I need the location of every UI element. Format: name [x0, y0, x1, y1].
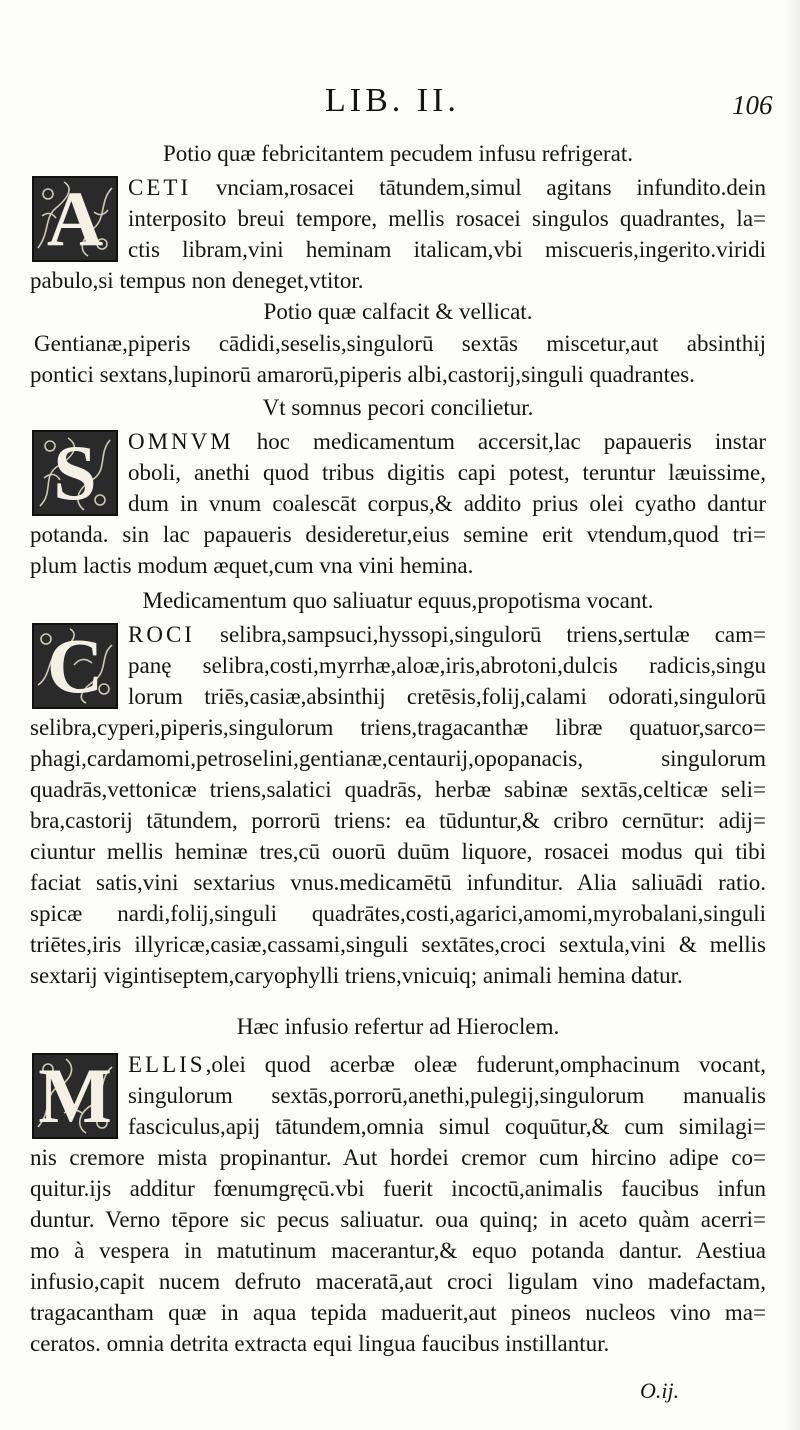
text-line: ELLIS,olei quod acerbæ oleæ fuderunt,omphacinum vocant, — [128, 1052, 766, 1077]
text-line: pabulo,si tempus non deneget,vtitor. — [30, 268, 364, 293]
text-line: OMNVM hoc medicamentum accersit,lac papaueris instar — [128, 429, 766, 454]
text-line: singulorum sextās,porrorū,anethi,pulegij,singulorum manualis — [128, 1083, 766, 1108]
text-line: infusio,capit nucem defruto maceratā,aut croci ligulam vino madefactam, — [30, 1269, 766, 1294]
initial-letter: S — [53, 430, 97, 516]
text-block — [30, 138, 766, 1359]
running-head — [0, 80, 800, 130]
text-line: ctis libram,vini heminam italicam,vbi miscueris,ingerito.viridi — [128, 237, 766, 262]
section-heading: Hæc infusio refertur ad Hieroclem. — [236, 1014, 560, 1039]
paragraph-croci — [30, 619, 766, 991]
text-line: Gentianæ,piperis cādidi,seselis,singulorū sextās miscetur,aut absinthij — [34, 331, 766, 356]
paragraph-gentianae — [30, 328, 766, 390]
text-line: fasciculus,apij tātundem,omnia simul coquūtur,& cum similagi= — [128, 1114, 766, 1139]
text-line: phagi,cardamomi,petroselini,gentianæ,centaurij,opopanacis, singulorum — [30, 746, 766, 771]
section-heading: Medicamentum quo saliuatur equus,propotisma vocant. — [142, 588, 654, 613]
text-line: interposito breui tempore, mellis rosacei singulos quadrantes, la= — [128, 206, 766, 231]
decorated-initial-c — [32, 623, 118, 709]
text-line: lorum triēs,casiæ,absinthij cretēsis,folij,calami odorati,singulorū — [128, 684, 766, 709]
section-heading: Potio quæ calfacit & vellicat. — [263, 299, 533, 324]
initial-letter: M — [38, 1053, 112, 1139]
text-line: selibra,cyperi,piperis,singulorum triens,tragacanthæ libræ quatuor,sarco= — [30, 715, 766, 740]
text-line: ROCI selibra,sampsuci,hyssopi,singulorū triens,sertulæ cam= — [128, 622, 766, 647]
lead-word: ROCI — [128, 622, 195, 647]
lead-word: OMNVM — [128, 429, 234, 454]
text-line: triētes,iris illyricæ,casiæ,cassami,singuli sextātes,croci sextula,vini & mellis — [30, 932, 766, 957]
text-line: potanda. sin lac papaueris desideretur,eius semine erit vtendum,quod tri= — [30, 522, 766, 547]
decorated-initial-m — [32, 1053, 118, 1139]
initial-letter: C — [46, 623, 104, 709]
text-line: pontici sextans,lupinorū amarorū,piperis albi,castorij,singuli quadrantes. — [30, 362, 695, 387]
text-line: ceratos. omnia detrita extracta equi lingua faucibus instillantur. — [30, 1331, 610, 1356]
text-line: dum in vnum coalescāt corpus,& addito prius olei cyatho dantur — [128, 491, 766, 516]
text-line: tragacantham quæ in aqua tepida maduerit,aut pineos nucleos vino ma= — [30, 1300, 766, 1325]
lead-word: CETI — [128, 175, 192, 200]
paragraph-aceti — [30, 172, 766, 296]
text-line: ciuntur mellis heminæ tres,cū ouorū duūm liquore, rosacei modus qui tibi — [30, 839, 766, 864]
book-label: LIB. II. — [325, 82, 460, 119]
text-line: quadrās,vettonicæ triens,salatici quadrās, herbæ sabinæ sextās,celticæ seli= — [30, 777, 766, 802]
lead-word: ELLIS — [128, 1052, 206, 1077]
text-line: sextarij vigintiseptem,caryophylli triens,vnicuiq; animali hemina datur. — [30, 963, 683, 988]
text-line: duntur. Verno tēpore sic pecus saliuatur. oua quinq; in aceto quàm acerri= — [30, 1207, 766, 1232]
text-line: plum lactis modum æquet,cum vna vini hemina. — [30, 553, 474, 578]
section-heading: Vt somnus pecori concilietur. — [262, 395, 534, 420]
text-line: CETI vnciam,rosacei tātundem,simul agitans infundito.dein — [128, 175, 766, 200]
text-line: spicæ nardi,folij,singuli quadrātes,costi,agarici,amomi,myrobalani,singuli — [30, 901, 766, 926]
text-line: bra,castorij tātundem, porrorū triens: ea tūduntur,& cribro cernūtur: adij= — [30, 808, 766, 833]
initial-letter: A — [46, 176, 104, 262]
text-line: faciat satis,vini sextarius vnus.medicamētū infunditur. Alia saliuādi ratio. — [30, 870, 766, 895]
page-number: 106 — [732, 90, 773, 120]
text-line: oboli, anethi quod tribus digitis capi potest, teruntur læuissime, — [128, 460, 766, 485]
text-line: mo à vespera in matutinum macerantur,& equo potanda dantur. Aestiua — [30, 1238, 766, 1263]
page-edge-shadow — [782, 0, 800, 1430]
decorated-initial-a — [32, 176, 118, 262]
section-heading: Potio quæ febricitantem pecudem infusu refrigerat. — [162, 141, 634, 166]
text-line: panę selibra,costi,myrrhæ,aloæ,iris,abrotoni,dulcis radicis,singu — [128, 653, 766, 678]
decorated-initial-s — [32, 430, 118, 516]
signature-mark: O.ij. — [640, 1378, 680, 1403]
paragraph-mellis — [30, 1049, 766, 1359]
text-line: quitur.ijs additur fœnumgręcū.vbi fuerit incoctū,animalis faucibus infun — [30, 1176, 766, 1201]
paragraph-somnum — [30, 426, 766, 581]
text-line: nis cremore mista propinantur. Aut hordei cremor cum hircino adipe co= — [30, 1145, 766, 1170]
